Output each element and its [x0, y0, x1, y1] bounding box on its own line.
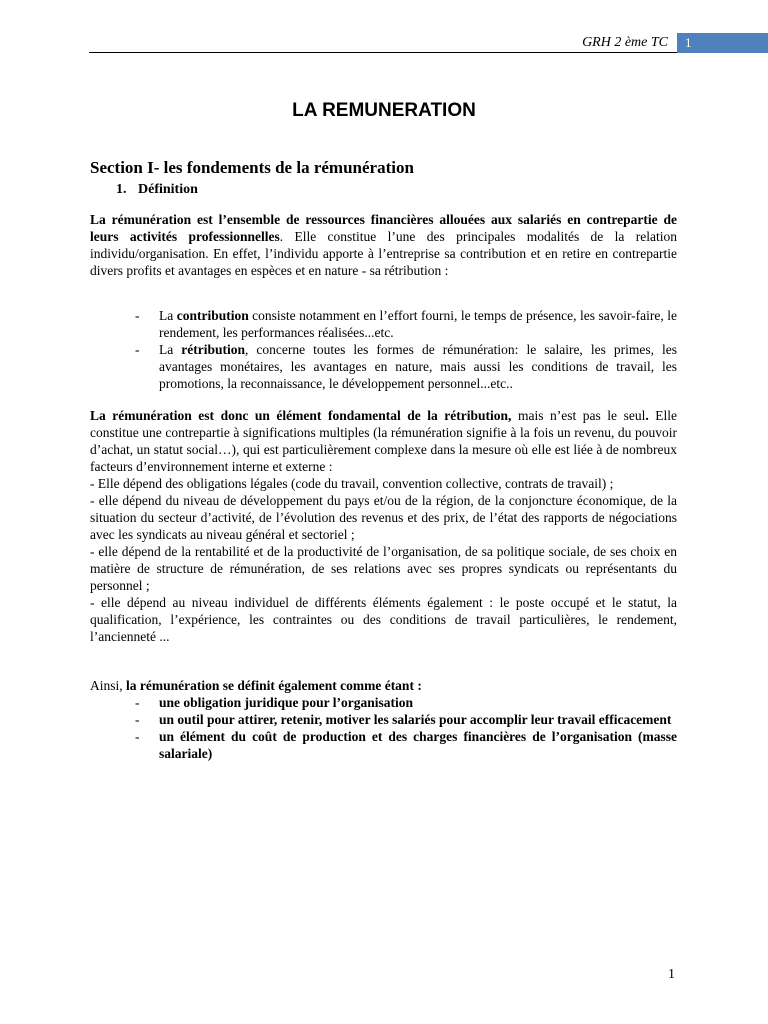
factor-line: - Elle dépend des obligations légales (code du travail, convention collective, contrats de travail) ;: [90, 476, 614, 491]
definition-lead: La rémunération est l’ensemble de ressources financières allouées aux salariés en contrepartie de leurs activités professionnelles: [90, 212, 677, 244]
list-item: [90, 307, 677, 341]
factor-line: - elle dépend de la rentabilité et de la productivité de l’organisation, de sa politique sociale, de ses choix en matière de structure de rémunération, de ses relations avec ses propres syndicats ou représentants du personnel ;: [90, 544, 677, 593]
remuneration-factors-paragraph: [90, 407, 677, 645]
list-item-term: rétribution: [181, 342, 246, 357]
paragraph-lead: La rémunération est donc un élément fondamental de la rétribution,: [90, 408, 512, 423]
bullet-dash: -: [135, 729, 140, 744]
list-item-text: un élément du coût de production et des charges financières de l’organisation (masse salariale): [159, 729, 677, 761]
list-item-text: un outil pour attirer, retenir, motiver les salariés pour accomplir leur travail efficacement: [159, 712, 672, 727]
bullet-dash: -: [135, 342, 140, 357]
list-item-prefix: La: [159, 342, 182, 357]
list-item: [90, 341, 677, 392]
definition-paragraph: [90, 211, 677, 279]
paragraph-bold-dot: .: [645, 408, 649, 423]
bullet-dash: -: [135, 308, 140, 323]
definition-rest: . Elle constitue l’une des principales modalités de la relation individu/organisation. En effet, l’individu apporte à l’entreprise sa contribution et en retire en contrepartie divers profits et avantages en espèces et en nature - sa rétribution :: [90, 229, 678, 278]
list-item-prefix: La: [159, 308, 177, 323]
header-course-label: GRH 2 ème TC: [582, 35, 668, 50]
subsection-heading: [116, 181, 198, 198]
definition-summary-intro: [90, 677, 677, 694]
definition-summary-list: [90, 694, 677, 762]
factor-line: - elle dépend du niveau de développement du pays et/ou de la région, de la conjoncture économique, de la situation du secteur d’activité, de l’évolution des revenus et des prix, de l’état des rapports de négociations avec les syndicats au niveau général et sectoriel ;: [90, 493, 677, 542]
list-item-text: consiste notamment en l’effort fourni, le temps de présence, les savoir-faire, le rendement, les performances réalisées...etc.: [159, 308, 677, 340]
summary-intro-text: Ainsi,: [90, 678, 127, 693]
paragraph-text: mais n’est pas le seul: [511, 408, 646, 423]
contribution-retribution-list: [90, 307, 677, 392]
subsection-title: Définition: [138, 182, 198, 197]
subsection-number: 1.: [116, 182, 127, 197]
list-item-text: , concerne toutes les formes de rémunération: le salaire, les primes, les avantages monétaires, les avantages en nature, mais aussi les conditions de travail, les promotions, la reconnaissance, le développement personnel...etc..: [159, 342, 677, 391]
footer-page-number: 1: [668, 967, 675, 982]
list-item-term: contribution: [176, 308, 249, 323]
section-heading: Section I- les fondements de la rémunération: [90, 158, 414, 177]
paragraph-text: Elle constitue une contrepartie à significations multiples (la rémunération signifie à la fois un revenu, du pouvoir d’achat, un statut social…), qui est particulièrement complexe dans la mesure où elle est liée à de nombreux facteurs d’environnement interne et externe :: [90, 408, 677, 474]
header-page-tab: 1: [677, 33, 768, 53]
summary-intro-bold: la rémunération se définit également comme étant :: [126, 678, 422, 693]
header-rule: [89, 52, 677, 53]
factor-line: - elle dépend au niveau individuel de différents éléments également : le poste occupé et le statut, la qualification, l’expérience, les contraintes ou des conditions de travail particulières, le rendement, l’ancienneté ...: [90, 595, 677, 644]
list-item-text: une obligation juridique pour l’organisation: [159, 695, 414, 710]
list-item: [90, 711, 677, 728]
page-title: LA REMUNERATION: [292, 100, 476, 121]
list-item: [90, 694, 677, 711]
bullet-dash: -: [135, 695, 140, 710]
bullet-dash: -: [135, 712, 140, 727]
list-item: [90, 728, 677, 762]
